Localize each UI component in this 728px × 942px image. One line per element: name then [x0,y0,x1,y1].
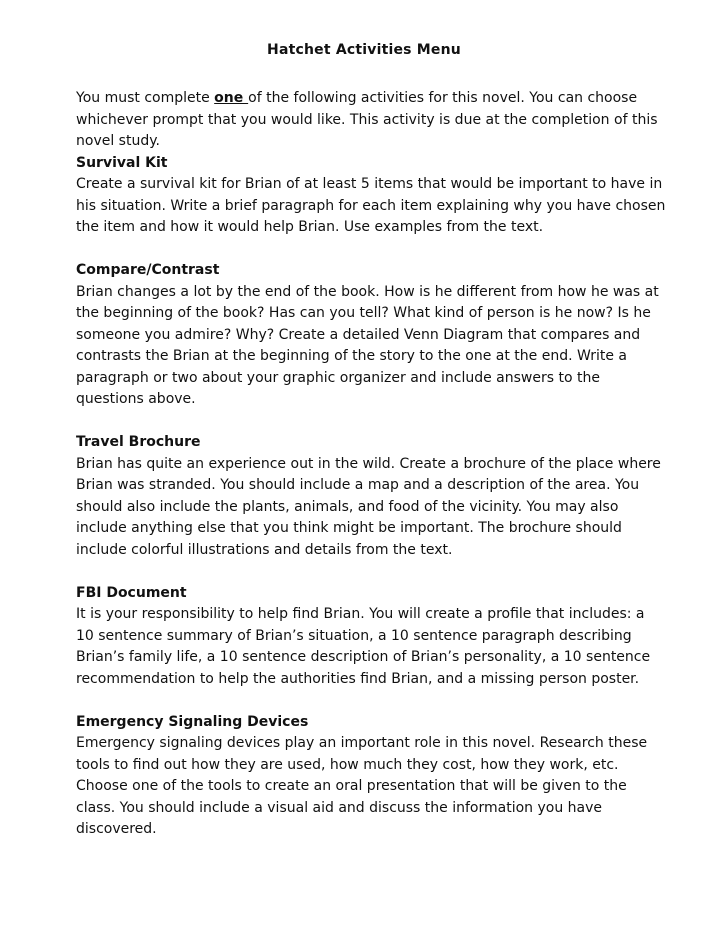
intro-paragraph [76,88,666,153]
section-fbi-document [76,583,666,691]
section-heading: Emergency Signaling Devices [76,713,309,730]
document-title: Hatchet Activities Menu [267,42,461,58]
section-survival-kit [76,153,666,239]
section-body: Brian changes a lot by the end of the book. How is he different from how he was at the beginning of the book? Has can you tell? What kind of person is he now? Is he someone you admire? Why? Create a detailed Venn Diagram that compares and contrasts the Brian at the beginning of the story to the one at the end. Write a paragraph or two about your graphic organizer and include answers to the questions above. [76,283,659,407]
section-heading: FBI Document [76,584,187,601]
section-body: Emergency signaling devices play an important role in this novel. Research these tools to find out how they are used, how much they cost, how they work, etc. Choose one of the tools to create an oral presentation that will be given to the class. You should include a visual aid and discuss the information you have discovered. [76,735,648,837]
document-body [76,88,666,862]
intro-text-after: of the following activities for this novel. You can choose whichever prompt that you would like. This activity is due at the completion of this novel study. [76,90,658,149]
intro-text-before: You must complete [76,90,215,106]
section-heading: Survival Kit [76,154,168,171]
section-body: Create a survival kit for Brian of at least 5 items that would be important to have in his situation. Write a brief paragraph for each item explaining why you have chosen the item and how it would help Brian. Use examples from the text. [76,176,666,235]
section-heading: Compare/Contrast [76,262,220,278]
section-emergency-signaling-devices [76,712,666,841]
section-travel-brochure [76,432,666,561]
section-heading: Travel Brochure [76,434,201,450]
section-body: Brian has quite an experience out in the wild. Create a brochure of the place where Brian was stranded. You should include a map and a description of the area. You should also include the plants, animals, and food of the vicinity. You may also include anything else that you think might be important. The brochure should include colorful illustrations and details from the text. [76,455,661,558]
intro-emphasis: one [214,90,249,106]
section-compare-contrast [76,260,666,411]
section-body: It is your responsibility to help find Brian. You will create a profile that includes: a 10 sentence summary of Brian’s situation, a 10 sentence paragraph describing Brian’s family life, a 10 sentence description of Brian’s personality, a 10 sentence recommendation to help the authorities find Brian, and a missing person poster. [76,606,651,687]
